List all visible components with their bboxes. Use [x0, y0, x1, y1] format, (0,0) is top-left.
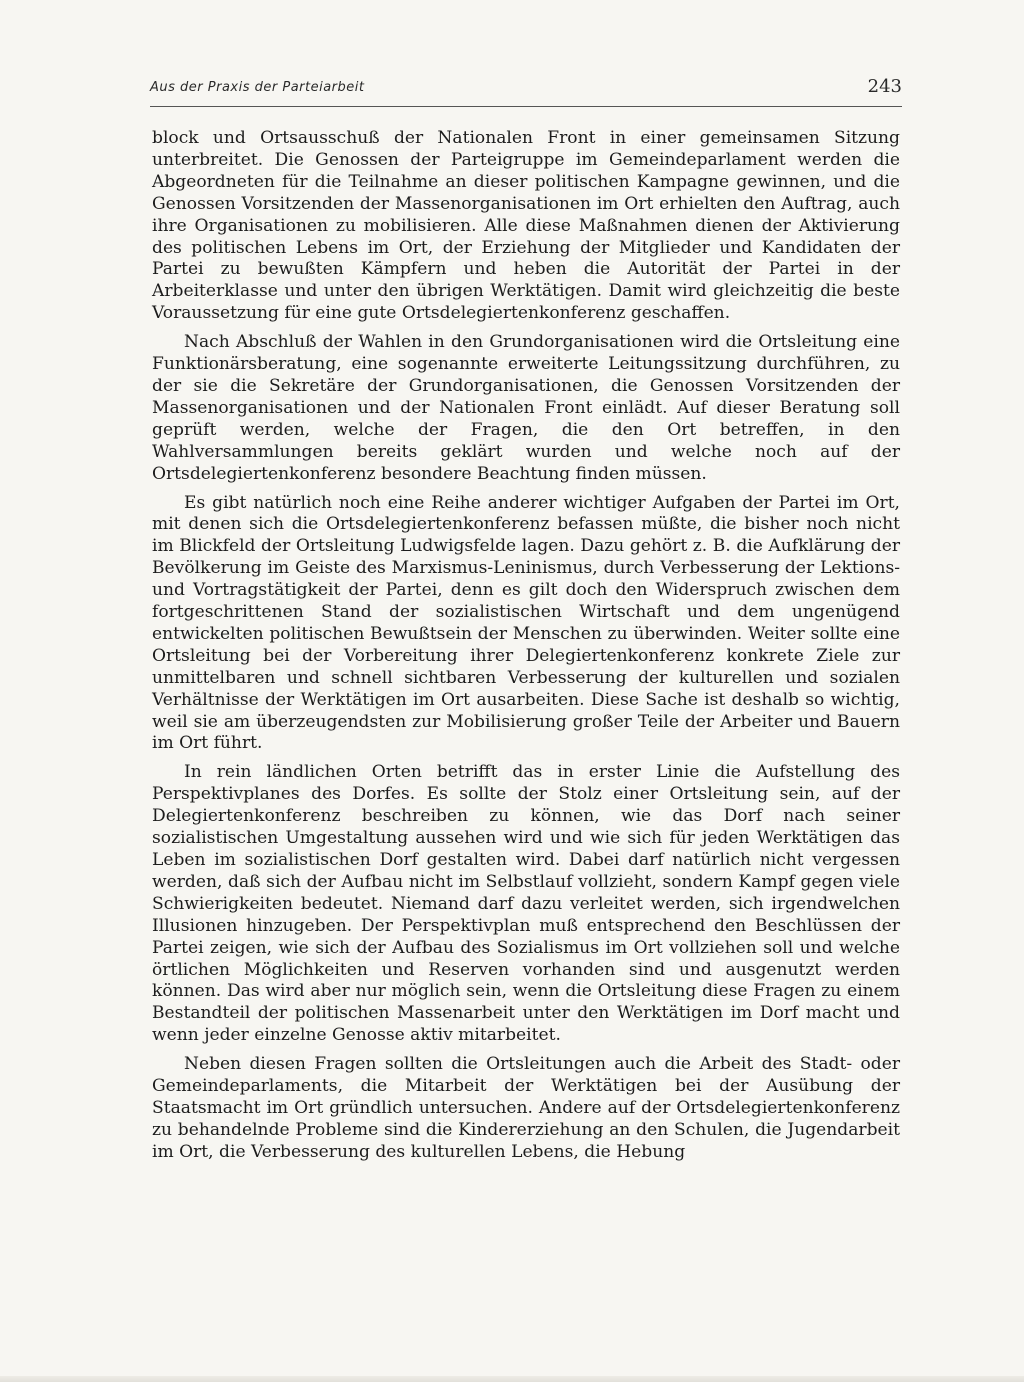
paragraph: In rein ländlichen Orten betrifft das in erster Linie die Aufstellung des Perspektivplanes des Dorfes. Es sollte der Stolz einer Ortsleitung sein, auf der Delegiertenkonferenz beschreiben zu können, wie das Dorf nach seiner sozialistischen Umgestaltung aussehen wird und wie sich für jeden Werktätigen das Leben im sozialistischen Dorf gestalten wird. Dabei darf natürlich nicht vergessen werden, daß sich der Aufbau nicht im Selbstlauf vollzieht, sondern Kampf gegen viele Schwierigkeiten bedeutet. Niemand darf dazu verleitet werden, sich irgendwelchen Illusionen hinzugeben. Der Perspektivplan muß entsprechend den Beschlüssen der Partei zeigen, wie sich der Aufbau des Sozialismus im Ort vollziehen soll und welche örtlichen Möglichkeiten und Reserven vorhanden sind und ausgenutzt werden können. Das wird aber nur möglich sein, wenn die Ortsleitung diese Fragen zu einem Bestandteil der politischen Massenarbeit unter den Werktätigen im Dorf macht und wenn jeder einzelne Genosse aktiv mitarbeitet. [152, 762, 900, 1046]
running-title: Aus der Praxis der Parteiarbeit [150, 80, 365, 95]
scan-edge [0, 1376, 1024, 1382]
paragraph-continued: block und Ortsausschuß der Nationalen Front in einer gemeinsamen Sitzung unterbreitet. Die Genossen der Parteigruppe im Gemeindeparlament werden die Abgeordneten für die Teilnahme an dieser politischen Kampagne gewinnen, und die Genossen Vorsitzenden der Massenorganisationen im Ort erhielten den Auftrag, auch ihre Organisationen zu mobilisieren. Alle diese Maßnahmen dienen der Aktivierung des politischen Lebens im Ort, der Erziehung der Mitglieder und Kandidaten der Partei zu bewußten Kämpfern und heben die Autorität der Partei in der Arbeiterklasse und unter den übrigen Werktätigen. Damit wird gleichzeitig die beste Voraussetzung für eine gute Ortsdelegiertenkonferenz geschaffen. [152, 128, 900, 324]
page-number: 243 [867, 76, 902, 97]
paragraph: Nach Abschluß der Wahlen in den Grundorganisationen wird die Ortsleitung eine Funktionärsberatung, eine sogenannte erweiterte Leitungssitzung durchführen, zu der sie die Sekretäre der Grundorganisationen, die Genossen Vorsitzenden der Massenorganisationen und der Nationalen Front einlädt. Auf dieser Beratung soll geprüft werden, welche der Fragen, die den Ort betreffen, in den Wahlversammlungen bereits geklärt wurden und welche noch auf der Ortsdelegiertenkonferenz besondere Beachtung finden müssen. [152, 332, 900, 484]
body-text [152, 128, 900, 1171]
header-rule [150, 106, 902, 107]
paragraph: Neben diesen Fragen sollten die Ortsleitungen auch die Arbeit des Stadt- oder Gemeindeparlaments, die Mitarbeit der Werktätigen bei der Ausübung der Staatsmacht im Ort gründlich untersuchen. Andere auf der Ortsdelegiertenkonferenz zu behandelnde Probleme sind die Kindererziehung an den Schulen, die Jugendarbeit im Ort, die Verbesserung des kulturellen Lebens, die Hebung [152, 1054, 900, 1162]
paragraph: Es gibt natürlich noch eine Reihe anderer wichtiger Aufgaben der Partei im Ort, mit denen sich die Ortsdelegiertenkonferenz befassen müßte, die bisher noch nicht im Blickfeld der Ortsleitung Ludwigsfelde lagen. Dazu gehört z. B. die Aufklärung der Bevölkerung im Geiste des Marxismus-Leninismus, durch Verbesserung der Lektions- und Vortragstätigkeit der Partei, denn es gilt doch den Widerspruch zwischen dem fortgeschrittenen Stand der sozialistischen Wirtschaft und dem ungenügend entwickelten politischen Bewußtsein der Menschen zu überwinden. Weiter sollte eine Ortsleitung bei der Vorbereitung ihrer Delegiertenkonferenz konkrete Ziele zur unmittelbaren und schnell sichtbaren Verbesserung der kulturellen und sozialen Verhältnisse der Werktätigen im Ort ausarbeiten. Diese Sache ist deshalb so wichtig, weil sie am überzeugendsten zur Mobilisierung großer Teile der Arbeiter und Bauern im Ort führt. [152, 492, 900, 754]
page-header [150, 76, 902, 106]
